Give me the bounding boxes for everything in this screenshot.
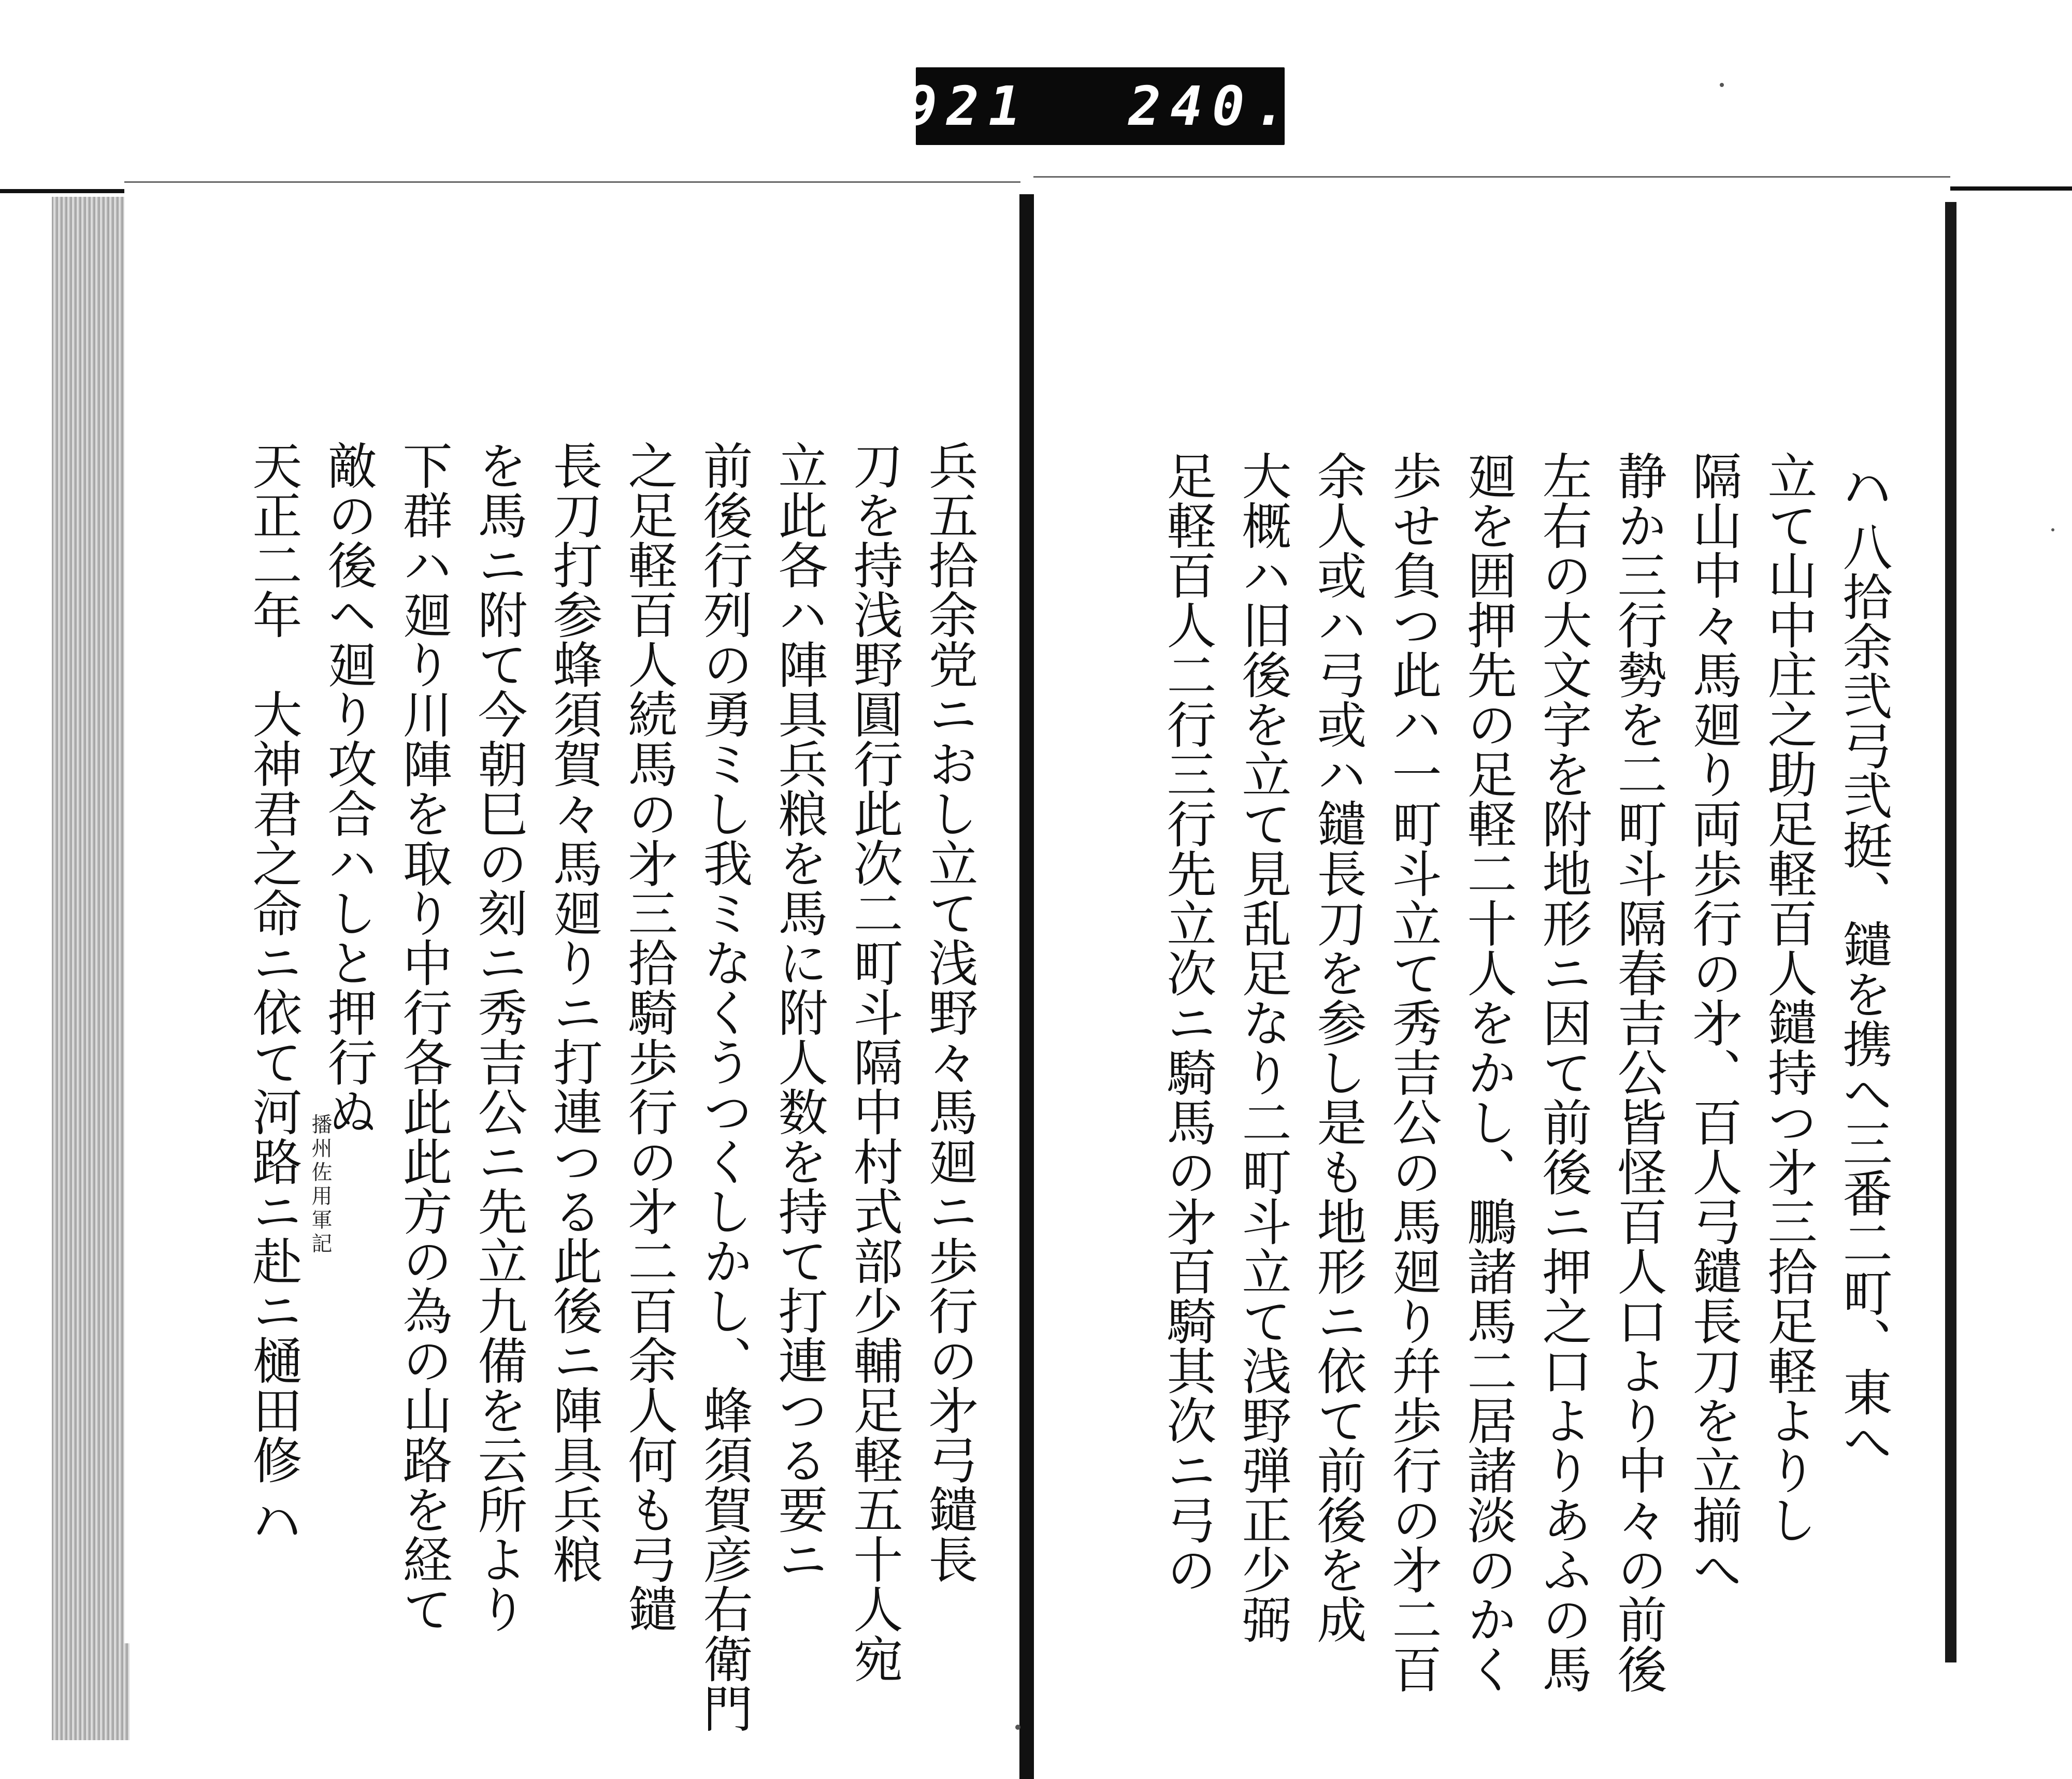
text-column: 前後行列の勇ミし我ミなくうつくしかし、蜂須賀彦右衛門 <box>695 440 753 1733</box>
book-spine <box>1019 194 1034 1779</box>
source-annotation: 播州佐用軍記 <box>308 1113 332 1256</box>
text-column: 足軽百人二行三行先立次ニ騎馬の㐧百騎其次ニ弓の <box>1159 451 1217 1594</box>
text-column: 廻を囲押先の足軽二十人をかし、鵬諸馬二居諸淡のかく <box>1459 451 1517 1694</box>
text-column: 静か三行勢を二町斗隔春吉公皆怪百人口より中々の前後 <box>1609 451 1667 1694</box>
catalog-number-plate <box>904 67 1296 145</box>
text-column: 兵五拾余党ニおし立て浅野々馬廻ニ歩行の㐧弓鑓長 <box>920 440 979 1584</box>
text-column: 隔山中々馬廻り両歩行の㐧、百人弓鑓長刀を立揃へ <box>1685 451 1743 1594</box>
text-column: 𛂞八拾余弐弓弐挺、鑓を携へ三番二町、東へ <box>1835 451 1893 1466</box>
text-column: 刀を持浅野圓行此次二町斗隔中村式部少輔足軽五十人宛 <box>845 440 903 1683</box>
text-column: 立此各ハ陣具兵粮を馬に附人数を持て打連つる要ニ <box>770 440 828 1584</box>
text-column: を馬ニ附て今朝巳の刻ニ秀吉公ニ先立九備を云所より <box>470 440 528 1633</box>
left-border-line <box>0 189 124 193</box>
plate-right-number: 240. <box>1128 75 1296 138</box>
text-column: 余人或ハ弓或ハ鑓長刀を参し是も地形ニ依て前後を成 <box>1309 451 1367 1644</box>
text-column: 之足軽百人続馬の㐧三拾騎歩行の㐧二百余人何も弓鑓 <box>620 440 678 1633</box>
text-column: 長刀打参蜂須賀々馬廻りニ打連つる此後ニ陣具兵粮 <box>545 440 603 1584</box>
right-page-text <box>1083 451 1901 1694</box>
plate-left-number: 921 <box>904 75 1030 138</box>
text-column: 左右の大文字を附地形ニ因て前後ニ押之口よりあふの馬 <box>1534 451 1592 1694</box>
text-column: 歩せ負つ此ハ一町斗立て秀吉公の馬廻り幷歩行の㐧二百 <box>1384 451 1442 1694</box>
left-page-text <box>199 440 987 1733</box>
text-column: 天正二年 大神君之命ニ依て河路ニ赴ニ樋田修𛂞 <box>244 440 303 1555</box>
text-column: 立て山中庄之助足軽百人鑓持つ㐧三拾足軽よりし <box>1760 451 1818 1544</box>
page-edge-shadow <box>52 197 130 1740</box>
scan-speck <box>1720 83 1724 87</box>
right-border-line <box>1948 186 2072 191</box>
text-column: 下群ハ廻り川陣を取り中行各此此方の為の山路を経て <box>395 440 453 1633</box>
scan-speck <box>1015 1725 1020 1730</box>
text-column: 大概ハ旧後を立て見乱足なり二町斗立て浅野弾正少弼 <box>1234 451 1292 1644</box>
right-page-edge-bar <box>1945 202 1956 1662</box>
scan-speck <box>2051 528 2054 531</box>
text-column: 敵の後ヘ廻り攻合ハしと押行ぬ <box>320 440 378 1136</box>
